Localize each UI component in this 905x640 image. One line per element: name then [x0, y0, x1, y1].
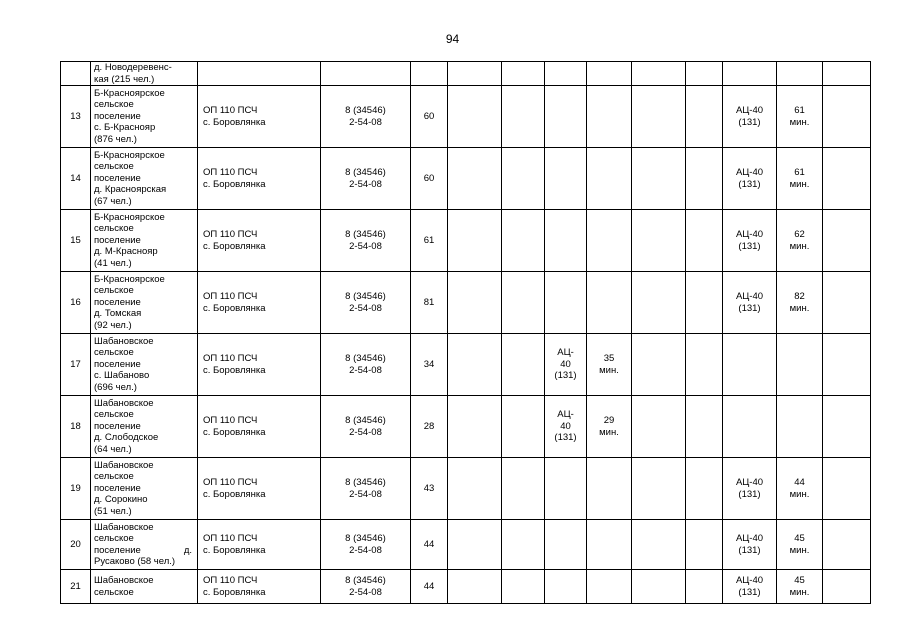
cell-col6 — [448, 86, 502, 148]
cell-phone: 8 (34546) 2-54-08 — [321, 570, 411, 604]
cell-num: 13 — [61, 86, 91, 148]
cell-vehicle-near: АЦ- 40 (131) — [545, 396, 587, 458]
cell-distance: 60 — [411, 148, 448, 210]
cell-settlement — [91, 520, 198, 570]
cell-unit: ОП 110 ПСЧ с. Боровлянка — [198, 148, 321, 210]
cell-col14 — [823, 148, 871, 210]
cell-vehicle-far: АЦ-40 (131) — [723, 210, 777, 272]
cell-settlement: Б-Красноярское сельское поселение д. М-Краснояр (41 чел.) — [91, 210, 198, 272]
cell-col11 — [686, 458, 723, 520]
table-row — [61, 570, 871, 604]
cell-col7 — [502, 210, 545, 272]
cell-unit: ОП 110 ПСЧ с. Боровлянка — [198, 458, 321, 520]
cell-vehicle-far: АЦ-40 (131) — [723, 570, 777, 604]
cell-time-far — [777, 396, 823, 458]
cell-phone: 8 (34546) 2-54-08 — [321, 272, 411, 334]
settlement-line-justified — [94, 545, 196, 557]
cell — [777, 62, 823, 86]
cell-num: 19 — [61, 458, 91, 520]
cell-time-near — [587, 272, 632, 334]
cell-vehicle-far — [723, 334, 777, 396]
cell-num: 21 — [61, 570, 91, 604]
cell-distance: 34 — [411, 334, 448, 396]
cell-col6 — [448, 520, 502, 570]
cell-settlement: Шабановское сельское — [91, 570, 198, 604]
cell-col6 — [448, 148, 502, 210]
cell-num: 16 — [61, 272, 91, 334]
cell-col14 — [823, 520, 871, 570]
table-row — [61, 520, 871, 570]
cell-num: 18 — [61, 396, 91, 458]
cell-time-near: 29 мин. — [587, 396, 632, 458]
table-row-continuation — [61, 62, 871, 86]
cell-time-far: 44 мин. — [777, 458, 823, 520]
cell — [411, 62, 448, 86]
cell-phone: 8 (34546) 2-54-08 — [321, 334, 411, 396]
cell-time-far: 45 мин. — [777, 520, 823, 570]
cell-vehicle-far: АЦ-40 (131) — [723, 148, 777, 210]
cell-col14 — [823, 86, 871, 148]
cell-col11 — [686, 210, 723, 272]
page-number: 94 — [445, 32, 460, 46]
settlement-word: д. — [183, 544, 192, 556]
cell-col10 — [632, 334, 686, 396]
cell-vehicle-near: АЦ- 40 (131) — [545, 334, 587, 396]
cell-col6 — [448, 210, 502, 272]
cell-vehicle-near — [545, 272, 587, 334]
cell-col14 — [823, 272, 871, 334]
cell-time-far — [777, 334, 823, 396]
cell-vehicle-near — [545, 86, 587, 148]
cell-col6 — [448, 458, 502, 520]
cell-settlement: Б-Красноярское сельское поселение д. Томская (92 чел.) — [91, 272, 198, 334]
cell-phone: 8 (34546) 2-54-08 — [321, 396, 411, 458]
cell-settlement: Шабановское сельское поселение д. Слободское (64 чел.) — [91, 396, 198, 458]
table-row — [61, 210, 871, 272]
cell-col7 — [502, 148, 545, 210]
cell-time-near — [587, 210, 632, 272]
cell-time-far: 45 мин. — [777, 570, 823, 604]
cell-unit: ОП 110 ПСЧ с. Боровлянка — [198, 396, 321, 458]
cell-distance: 43 — [411, 458, 448, 520]
settlement-line: Русаково (58 чел.) — [94, 556, 176, 568]
cell-time-near — [587, 520, 632, 570]
cell-time-far: 61 мин. — [777, 148, 823, 210]
cell-distance: 44 — [411, 520, 448, 570]
cell-num: 15 — [61, 210, 91, 272]
cell-col10 — [632, 148, 686, 210]
cell-vehicle-near — [545, 458, 587, 520]
table-row — [61, 272, 871, 334]
cell-phone: 8 (34546) 2-54-08 — [321, 86, 411, 148]
cell-col14 — [823, 210, 871, 272]
cell-settlement: Б-Красноярское сельское поселение д. Красноярская (67 чел.) — [91, 148, 198, 210]
cell-time-far: 62 мин. — [777, 210, 823, 272]
cell-col11 — [686, 334, 723, 396]
cell-distance: 44 — [411, 570, 448, 604]
cell-unit: ОП 110 ПСЧ с. Боровлянка — [198, 86, 321, 148]
cell-vehicle-far: АЦ-40 (131) — [723, 520, 777, 570]
cell-col11 — [686, 396, 723, 458]
cell-distance: 81 — [411, 272, 448, 334]
cell-vehicle-near — [545, 148, 587, 210]
cell-phone: 8 (34546) 2-54-08 — [321, 148, 411, 210]
table-row — [61, 334, 871, 396]
cell-time-near — [587, 148, 632, 210]
cell-time-far: 82 мин. — [777, 272, 823, 334]
table-row — [61, 458, 871, 520]
cell-settlement: д. Новодеревенс- кая (215 чел.) — [91, 62, 198, 86]
cell-col11 — [686, 272, 723, 334]
cell-col11 — [686, 86, 723, 148]
cell-col11 — [686, 148, 723, 210]
cell-col7 — [502, 272, 545, 334]
cell-col10 — [632, 396, 686, 458]
cell-col6 — [448, 570, 502, 604]
cell-num: 17 — [61, 334, 91, 396]
cell — [448, 62, 502, 86]
cell-unit: ОП 110 ПСЧ с. Боровлянка — [198, 210, 321, 272]
cell-col11 — [686, 520, 723, 570]
cell — [502, 62, 545, 86]
cell-distance: 60 — [411, 86, 448, 148]
cell-col7 — [502, 458, 545, 520]
cell-col10 — [632, 210, 686, 272]
cell-col14 — [823, 396, 871, 458]
table-row — [61, 86, 871, 148]
cell-vehicle-far — [723, 396, 777, 458]
cell-time-near — [587, 458, 632, 520]
cell-col6 — [448, 396, 502, 458]
cell-unit: ОП 110 ПСЧ с. Боровлянка — [198, 334, 321, 396]
cell-settlement: Б-Красноярское сельское поселение с. Б-Краснояр (876 чел.) — [91, 86, 198, 148]
cell-col10 — [632, 272, 686, 334]
cell-col14 — [823, 334, 871, 396]
cell-time-near — [587, 570, 632, 604]
cell-unit: ОП 110 ПСЧ с. Боровлянка — [198, 570, 321, 604]
cell-col10 — [632, 570, 686, 604]
cell-settlement: Шабановское сельское поселение с. Шабаново (696 чел.) — [91, 334, 198, 396]
cell-col7 — [502, 570, 545, 604]
settlement-line: Шабановское — [94, 521, 154, 533]
cell-col7 — [502, 520, 545, 570]
cell-unit: ОП 110 ПСЧ с. Боровлянка — [198, 520, 321, 570]
fire-coverage-table — [60, 61, 871, 604]
cell — [545, 62, 587, 86]
cell-col7 — [502, 334, 545, 396]
cell-vehicle-far: АЦ-40 (131) — [723, 86, 777, 148]
cell-col14 — [823, 570, 871, 604]
cell-vehicle-far: АЦ-40 (131) — [723, 458, 777, 520]
cell-num: 20 — [61, 520, 91, 570]
cell — [198, 62, 321, 86]
cell — [723, 62, 777, 86]
cell — [321, 62, 411, 86]
cell-col6 — [448, 334, 502, 396]
cell-vehicle-far: АЦ-40 (131) — [723, 272, 777, 334]
cell-col10 — [632, 86, 686, 148]
cell-unit: ОП 110 ПСЧ с. Боровлянка — [198, 272, 321, 334]
cell-num: 14 — [61, 148, 91, 210]
cell-col6 — [448, 272, 502, 334]
settlement-line: сельское — [94, 533, 134, 545]
cell-vehicle-near — [545, 570, 587, 604]
settlement-word: поселение — [94, 544, 141, 556]
cell-time-near — [587, 86, 632, 148]
cell-phone: 8 (34546) 2-54-08 — [321, 458, 411, 520]
cell-col10 — [632, 458, 686, 520]
cell-col11 — [686, 570, 723, 604]
cell — [632, 62, 686, 86]
cell-vehicle-near — [545, 210, 587, 272]
table-row — [61, 396, 871, 458]
table-row — [61, 148, 871, 210]
cell-col7 — [502, 86, 545, 148]
cell-vehicle-near — [545, 520, 587, 570]
cell-time-far: 61 мин. — [777, 86, 823, 148]
cell-time-near: 35 мин. — [587, 334, 632, 396]
cell-phone: 8 (34546) 2-54-08 — [321, 520, 411, 570]
cell-settlement: Шабановское сельское поселение д. Сорокино (51 чел.) — [91, 458, 198, 520]
cell-distance: 61 — [411, 210, 448, 272]
cell-col7 — [502, 396, 545, 458]
cell — [587, 62, 632, 86]
cell — [686, 62, 723, 86]
cell-phone: 8 (34546) 2-54-08 — [321, 210, 411, 272]
cell-col10 — [632, 520, 686, 570]
cell — [823, 62, 871, 86]
cell-distance: 28 — [411, 396, 448, 458]
cell-num — [61, 62, 91, 86]
cell-col14 — [823, 458, 871, 520]
